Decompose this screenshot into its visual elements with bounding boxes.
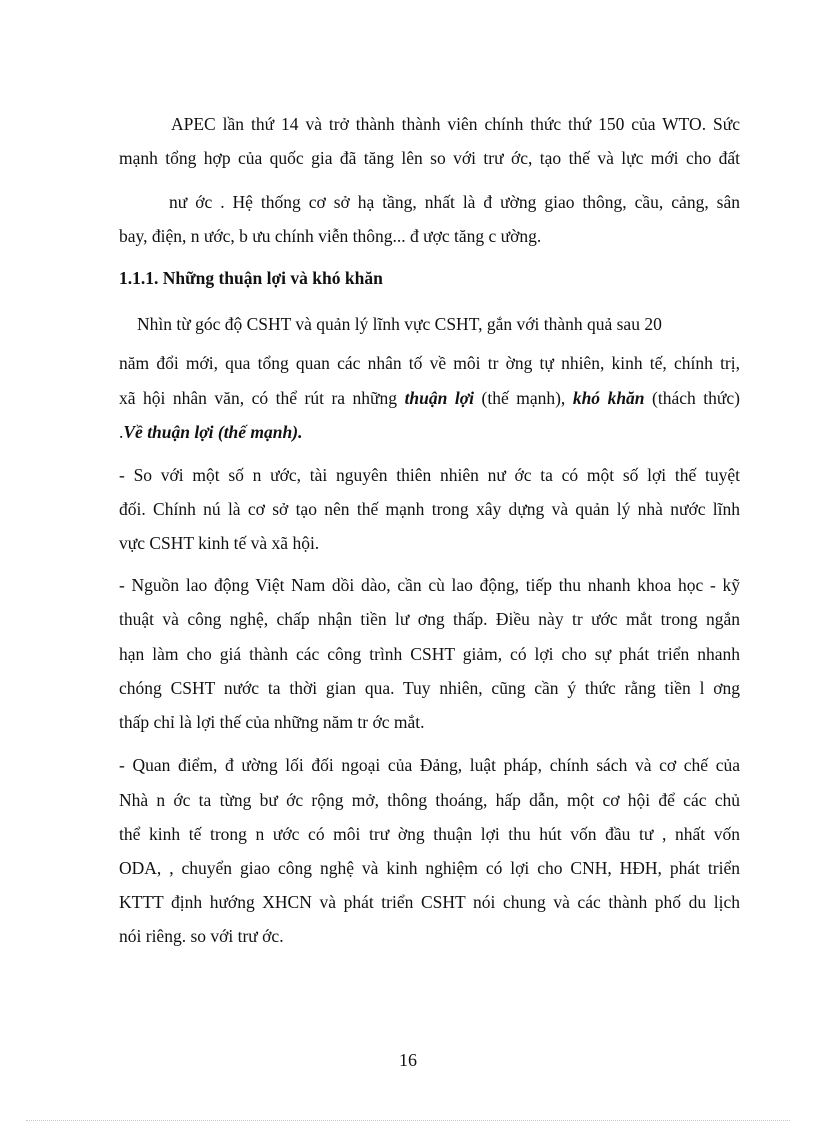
paragraph-5-line-3: thể kinh tế trong n ước có môi trư ờng thuận lợi thu hút vốn đầu tư , nhất vốn [119, 824, 740, 844]
paragraph-3-line-1: - So với một số n ước, tài nguyên thiên nhiên nư ớc ta có một số lợi thế tuyệt [119, 465, 740, 485]
text-run: . [298, 422, 303, 442]
paragraph-4-line-1: - Nguồn lao động Việt Nam dồi dào, cần cù lao động, tiếp thu nhanh khoa học - kỹ [119, 575, 740, 595]
emphasis-difficulties: khó khăn [572, 388, 645, 408]
text-run: (thách thức) [644, 388, 740, 408]
text-run: (thế mạnh), [474, 388, 573, 408]
subheading-advantages: Về thuận lợi (thế mạnh) [123, 422, 299, 442]
paragraph-5-line-5: KTTT định hướng XHCN và phát triển CSHT nói chung và các thành phố du lịch [119, 892, 740, 912]
paragraph-4-line-4: chóng CSHT nước ta thời gian qua. Tuy nhiên, cũng cần ý thức rằng tiền l ơng [119, 678, 740, 698]
page-bottom-divider [26, 1120, 790, 1121]
paragraph-1-line-3: nư ớc . Hệ thống cơ sở hạ tầng, nhất là đ ường giao thông, cầu, cảng, sân [169, 192, 740, 212]
paragraph-3-line-2: đối. Chính nú là cơ sở tạo nên thế mạnh trong xây dựng và quản lý nhà nước lĩnh [119, 499, 740, 519]
paragraph-3-line-3: vực CSHT kinh tế và xã hội. [119, 533, 320, 553]
paragraph-5-line-2: Nhà n ớc ta từng bư ớc rộng mở, thông thoáng, hấp dẫn, một cơ hội để các chủ [119, 790, 740, 810]
paragraph-1-line-2: mạnh tổng hợp của quốc gia đã tăng lên so với trư ớc, tạo thế và lực mới cho đất [119, 148, 740, 168]
paragraph-5-line-4: ODA, , chuyển giao công nghệ và kinh nghiệm có lợi cho CNH, HĐH, phát triển [119, 858, 740, 878]
paragraph-4-line-2: thuật và công nghệ, chấp nhận tiền lư ơng thấp. Điều này tr ước mắt trong ngắn [119, 609, 740, 629]
page-number: 16 [399, 1050, 417, 1070]
paragraph-4-line-5: thấp chỉ là lợi thế của những năm tr ớc mắt. [119, 712, 425, 732]
emphasis-advantages: thuận lợi [404, 388, 474, 408]
paragraph-2-line-2: năm đổi mới, qua tổng quan các nhân tố về môi tr ờng tự nhiên, kinh tế, chính trị, [119, 353, 740, 373]
section-heading: 1.1.1. Những thuận lợi và khó khăn [119, 268, 383, 288]
text-run: . [119, 422, 124, 442]
paragraph-2-line-4 [119, 420, 302, 444]
paragraph-1-line-1: APEC lần thứ 14 và trở thành thành viên chính thức thứ 150 của WTO. Sức [171, 114, 740, 134]
paragraph-5-line-1: - Quan điểm, đ ường lối đối ngoại của Đảng, luật pháp, chính sách và cơ chế của [119, 755, 740, 775]
paragraph-2-line-1: Nhìn từ góc độ CSHT và quản lý lĩnh vực CSHT, gắn với thành quả sau 20 [137, 314, 662, 334]
paragraph-2-line-3 [119, 386, 740, 410]
paragraph-4-line-3: hạn làm cho giá thành các công trình CSHT giảm, có lợi cho sự phát triển nhanh [119, 644, 740, 664]
paragraph-1-line-4: bay, điện, n ước, b ưu chính viễn thông... đ ược tăng c ường. [119, 226, 542, 246]
paragraph-5-line-6: nói riêng. so với trư ớc. [119, 926, 284, 946]
text-run: xã hội nhân văn, có thể rút ra những [119, 388, 405, 408]
